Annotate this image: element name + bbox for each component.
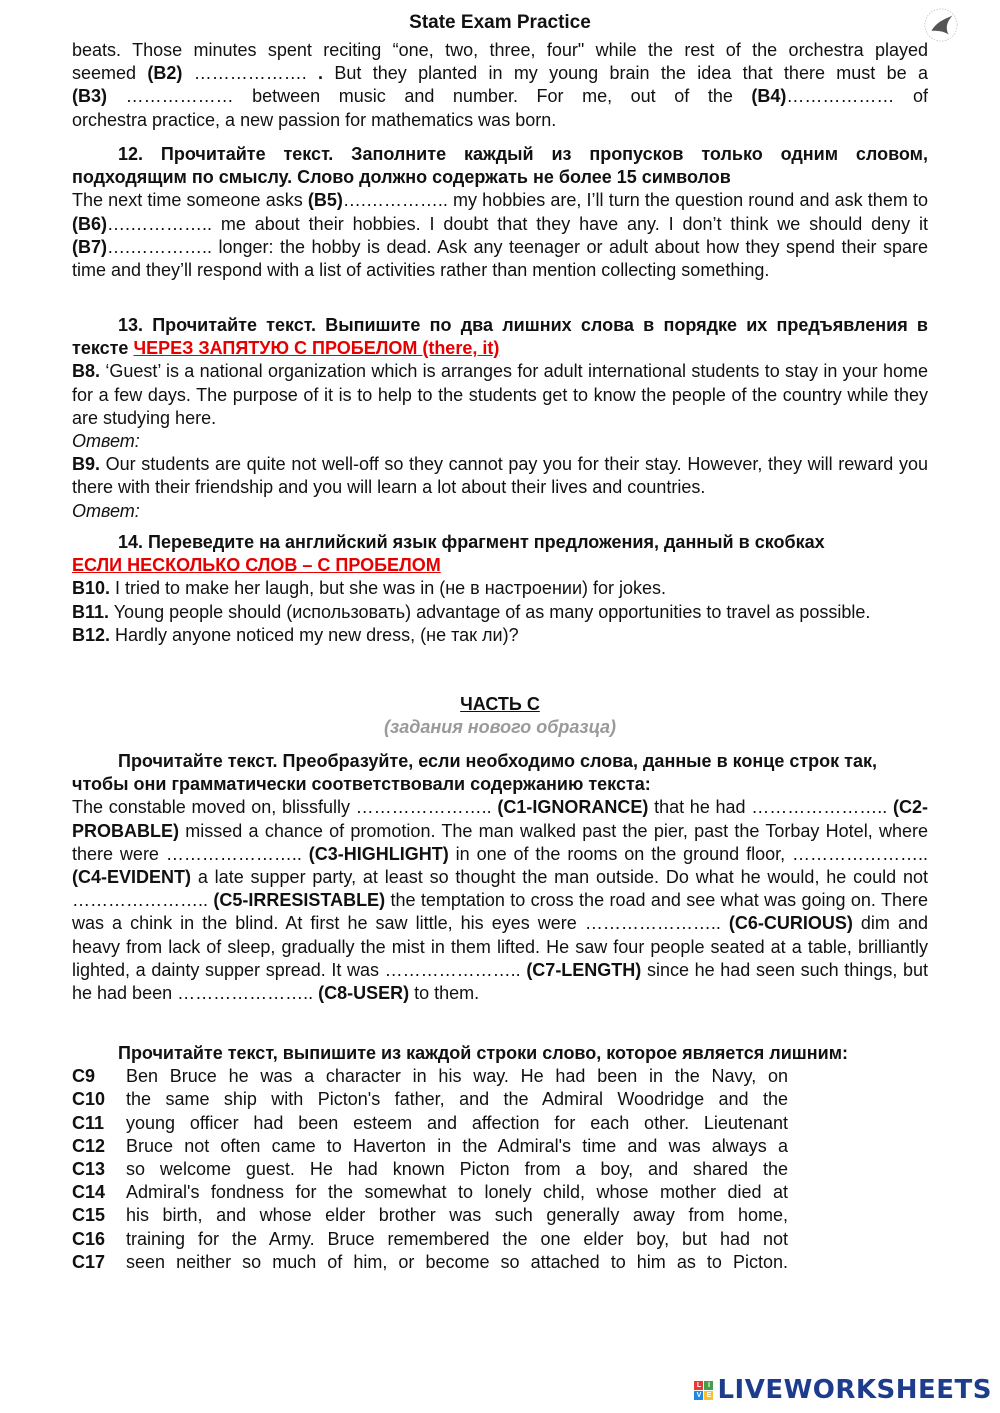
- item-b9: B9. Our students are quite not well-off so they cannot pay you for their stay. However, they will reward you there with their friendship and you will learn a lot about their lives and countries.: [72, 454, 928, 498]
- task-text: The next time someone asks (B5)….………….. my hobbies are, I’ll turn the question round and ask them to (B6)….………….. me about their hobbies. I doubt that they have any. I don’t think we should deny it (B7)….………….. longer: the hobby is dead. Ask any teenager or adult about how they spend their spare time and they’ll respond with a list of activities rather than mention collecting something.: [72, 190, 928, 281]
- line-label: C16: [72, 1228, 106, 1249]
- text-line: (B3) ……………… between music and number. For me, out of the (B4)……………… of: [72, 86, 928, 107]
- line-label: C12: [72, 1135, 106, 1156]
- line-label: C15: [72, 1205, 106, 1226]
- line-text: his birth, and whose elder brother was such generally away from home,: [126, 1205, 788, 1226]
- line-text: young officer had been esteem and affection for each other. Lieutenant: [126, 1112, 788, 1133]
- format-instruction: ЧЕРЕЗ ЗАПЯТУЮ С ПРОБЕЛОМ (there, it): [133, 338, 500, 359]
- line-text: the same ship with Picton's father, and the Admiral Woodridge and the: [126, 1089, 788, 1110]
- line-label: C14: [72, 1182, 106, 1203]
- line-text: seen neither so much of him, or become so attached to him as to Picton.: [126, 1251, 788, 1272]
- liveworksheets-logo-icon: L I V E: [694, 1381, 713, 1400]
- line-text: Bruce not often came to Haverton in the Admiral's time and was always a: [126, 1135, 788, 1156]
- numbered-line: [72, 1065, 928, 1088]
- line-text: training for the Army. Bruce remembered the one elder boy, but had not: [126, 1228, 788, 1249]
- numbered-line: [72, 1158, 928, 1181]
- task-13: [72, 314, 928, 523]
- line-label: C13: [72, 1159, 106, 1180]
- gap-label: (B2): [147, 63, 183, 84]
- top-paragraph: [72, 39, 928, 132]
- task-heading: 13. Прочитайте текст. Выпишите по два лишних слова в порядке их предъявления в тексте ЧЕРЕЗ ЗАПЯТУЮ С ПРОБЕЛОМ (there, it): [72, 315, 928, 359]
- gap-label: (B5): [307, 190, 343, 211]
- item-b12: B12. Hardly anyone noticed my new dress, (не так ли)?: [72, 624, 519, 645]
- part-c-extra-word: [72, 1042, 928, 1274]
- text-line: orchestra practice, a new passion for mathematics was born.: [72, 109, 557, 130]
- numbered-line: [72, 1135, 928, 1158]
- task-text: The constable moved on, blissfully ………………….. (C1-IGNORANCE) that he had ………………….. (C2-PROBABLE) missed a chance of promotion. The man walked past the pier, past the Torbay Hotel, where there were ………………….. (C3-HIGHLIGHT) in one of the rooms on the ground floor, ………………….. (C4-EVIDENT) a late supper party, at least so thought the man outside. Do what he would, he could not ………………….. (C5-IRRESISTABLE) the temptation to cross the road and see what was going on. There was a chink in the blind. At first he saw little, his eyes were ………………….. (C6-CURIOUS) dim and heavy from lack of sleep, gradually the mist in them lifted. He saw four people seated at a table, brilliantly lighted, a dainty supper spread. It was ………………….. (C7-LENGTH) since he had seen such things, but he had been ………………….. (C8-USER) to them.: [72, 797, 929, 1004]
- part-c-title: ЧАСТЬ С: [460, 694, 540, 714]
- gap-label: (B3): [72, 86, 107, 107]
- page-title: State Exam Practice: [409, 12, 591, 33]
- numbered-line: [72, 1251, 928, 1274]
- task-heading: 12. Прочитайте текст. Заполните каждый из пропусков только одним словом, подходящим по смыслу. Слово должно содержать не более 15 символов: [72, 144, 928, 188]
- item-b8: B8. ‘Guest’ is a national organization which is arranges for adult international students to stay in your home for a few days. The purpose of it is to help to the students get to know the people of the country while they are studying here.: [72, 361, 928, 428]
- numbered-line: [72, 1181, 928, 1204]
- item-b10: B10. I tried to make her laugh, but she was in (не в настроении) for jokes.: [72, 578, 667, 599]
- numbered-line: [72, 1088, 928, 1111]
- gap-label: (B7): [72, 236, 107, 257]
- line-label: C10: [72, 1089, 106, 1110]
- footer-brand: [694, 1375, 992, 1405]
- line-label: C9: [72, 1066, 96, 1087]
- gap-label: (B6): [72, 213, 107, 234]
- task-14: [72, 531, 928, 647]
- numbered-lines: [72, 1065, 928, 1274]
- text-line: beats. Those minutes spent reciting “one, two, three, four" while the rest of the orchestra played: [72, 40, 928, 60]
- line-label: C11: [72, 1112, 105, 1133]
- line-text: Ben Bruce he was a character in his way. He had been in the Navy, on: [126, 1066, 788, 1087]
- line-text: Admiral's fondness for the somewhat to lonely child, whose mother died at: [126, 1182, 788, 1203]
- task-heading: Прочитайте текст, выпишите из каждой строки слово, которое является лишним:: [118, 1043, 849, 1063]
- answer-label: Ответ:: [72, 431, 140, 452]
- numbered-line: [72, 1112, 928, 1135]
- numbered-line: [72, 1228, 928, 1251]
- format-instruction: ЕСЛИ НЕСКОЛЬКО СЛОВ – С ПРОБЕЛОМ: [72, 555, 441, 576]
- line-label: C17: [72, 1251, 106, 1272]
- numbered-line: [72, 1204, 928, 1227]
- line-text: so welcome guest. He had known Picton from a boy, and shared the: [126, 1159, 788, 1180]
- part-c-word-formation: [72, 750, 928, 1005]
- format-instruction-line: [72, 554, 928, 577]
- part-c-subtitle: (задания нового образца): [384, 717, 616, 737]
- brand-name: LIVEWORKSHEETS: [717, 1375, 992, 1405]
- item-b11: B11. Young people should (использовать) advantage of as many opportunities to travel as possible.: [72, 601, 871, 622]
- answer-label: Ответ:: [72, 500, 140, 521]
- text-line: seemed (B2) ………………. . But they planted in my young brain the idea that there must be a: [72, 63, 928, 84]
- task-heading: 14. Переведите на английский язык фрагмент предложения, данный в скобках: [118, 532, 825, 552]
- part-c-heading: [72, 693, 928, 739]
- task-heading: Прочитайте текст. Преобразуйте, если необходимо слова, данные в конце строк так, чтобы они грамматически соответствовали содержанию текста:: [72, 751, 878, 795]
- gap-label: (B4): [751, 86, 787, 107]
- task-12: [72, 143, 928, 282]
